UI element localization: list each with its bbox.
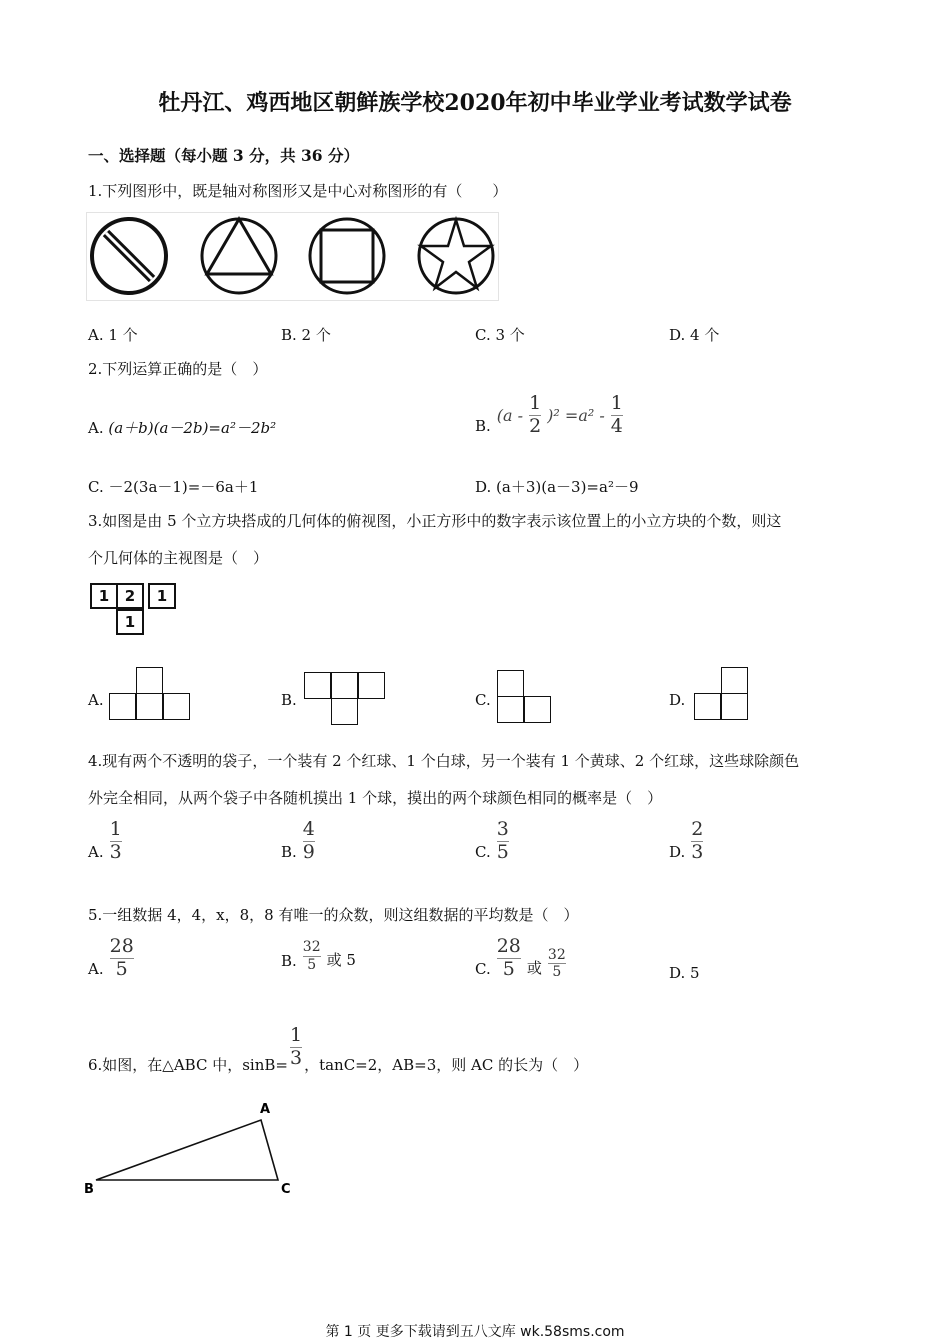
q3-stem-line1: 3.如图是由 5 个立方块搭成的几何体的俯视图，小正方形中的数字表示该位置上的小立方块的个数，则这 [88, 512, 782, 530]
q1-stem: 1.下列图形中，既是轴对称图形又是中心对称图形的有（ ） [88, 182, 508, 200]
vertex-label: B [84, 1182, 94, 1197]
q4-option-a[interactable]: A. $\frac{1}{3}$ [88, 818, 122, 863]
q4-option-b-frac: $\frac{4}{9}$ [302, 818, 315, 863]
vertex-label: C [281, 1182, 291, 1197]
q4-option-c-frac: $\frac{3}{5}$ [496, 818, 509, 863]
q5-stem: 5.一组数据 4，4，x，8，8 有唯一的众数，则这组数据的平均数是（ ） [88, 906, 579, 924]
q1-option-c[interactable]: C. 3 个 [475, 326, 525, 344]
q6-triangle-figure [80, 1098, 310, 1198]
q2-option-c-expr: －2(3a－1)=－6a＋1 [108, 478, 259, 496]
q4-option-b[interactable]: B. $\frac{4}{9}$ [281, 818, 315, 863]
q2-option-b[interactable] [475, 390, 623, 440]
q3-option-c-label[interactable]: C. [475, 691, 491, 709]
q4-option-d[interactable]: D. $\frac{2}{3}$ [669, 818, 704, 863]
q3-option-b-label[interactable]: B. [281, 691, 297, 709]
q2-option-a[interactable] [88, 417, 276, 438]
grid-cell: 1 [116, 609, 144, 635]
q1-option-d[interactable]: D. 4 个 [669, 326, 720, 344]
q2-option-a-label: A. [88, 419, 104, 437]
grid-cell: 1 [90, 583, 118, 609]
q2-option-c-label: C. [88, 478, 104, 496]
q3-option-a-label[interactable]: A. [88, 691, 104, 709]
q5-option-b[interactable]: B. $\frac{32}{5}$ 或 5 [281, 939, 356, 973]
q3-option-d-label[interactable]: D. [669, 691, 686, 709]
q2-option-b-left: (a - [496, 405, 524, 425]
q2-option-d[interactable] [475, 476, 639, 497]
q4-option-c[interactable]: C. $\frac{3}{5}$ [475, 818, 509, 863]
grid-cell: 1 [148, 583, 176, 609]
q5-option-b-frac: $\frac{32}{5}$ [302, 939, 321, 973]
q6-frac: $\frac{1}{3}$ [289, 1024, 303, 1069]
grid-cell: 2 [116, 583, 144, 609]
q5-option-c-frac2: $\frac{32}{5}$ [547, 946, 566, 981]
q2-option-b-frac2: $\frac{1}{4}$ [610, 391, 623, 437]
section-heading: 一、选择题（每小题 3 分，共 36 分） [88, 146, 359, 165]
page-footer: 第 1 页 更多下载请到五八文库 wk.58sms.com [325, 1324, 625, 1340]
page-title: 牡丹江、鸡西地区朝鲜族学校2020年初中毕业学业考试数学试卷 [158, 90, 792, 116]
q5-option-c[interactable]: C. $\frac{28}{5}$ 或 $\frac{32}{5}$ [475, 935, 566, 981]
q5-option-a-frac: $\frac{28}{5}$ [109, 935, 134, 980]
q5-option-c-frac1: $\frac{28}{5}$ [496, 935, 521, 980]
circle-with-star-icon [419, 219, 493, 293]
vertex-label: A [260, 1102, 271, 1117]
circle-with-square-icon [310, 219, 384, 293]
q4-stem-line2: 外完全相同，从两个袋子中各随机摸出 1 个球，摸出的两个球颜色相同的概率是（ ） [88, 789, 663, 807]
q2-stem: 2.下列运算正确的是（ ） [88, 360, 268, 378]
q3-stem-line2: 个几何体的主视图是（ ） [88, 549, 269, 567]
q2-option-c[interactable] [88, 476, 258, 497]
q5-option-d[interactable]: D. 5 [669, 964, 700, 982]
q2-option-a-expr: (a＋b)(a－2b)=a²－2b² [108, 419, 277, 437]
circle-with-triangle-icon [202, 219, 276, 293]
q2-option-b-mid: )² =a² - [547, 405, 605, 425]
q6-stem: 6.如图，在△ABC 中，sinB= $\frac{1}{3}$ ，tanC=2，AB=3，则 AC 的长为（ ） [88, 1024, 589, 1074]
q4-option-d-frac: $\frac{2}{3}$ [691, 818, 704, 863]
q1-option-a[interactable]: A. 1 个 [88, 326, 138, 344]
q2-option-d-label: D. [475, 478, 492, 496]
q5-option-a[interactable]: A. $\frac{28}{5}$ [88, 935, 134, 980]
circle-with-slash-icon [92, 219, 166, 293]
q2-option-b-label: B. [475, 417, 491, 435]
q4-stem-line1: 4.现有两个不透明的袋子，一个装有 2 个红球、1 个白球，另一个装有 1 个黄球、2 个红球，这些球除颜色 [88, 752, 800, 770]
q2-option-b-frac1: $\frac{1}{2}$ [529, 391, 542, 437]
q1-option-b[interactable]: B. 2 个 [281, 326, 331, 344]
q1-figures [86, 212, 500, 302]
q2-option-d-expr: (a＋3)(a－3)=a²－9 [496, 478, 639, 496]
q4-option-a-frac: $\frac{1}{3}$ [109, 818, 122, 863]
